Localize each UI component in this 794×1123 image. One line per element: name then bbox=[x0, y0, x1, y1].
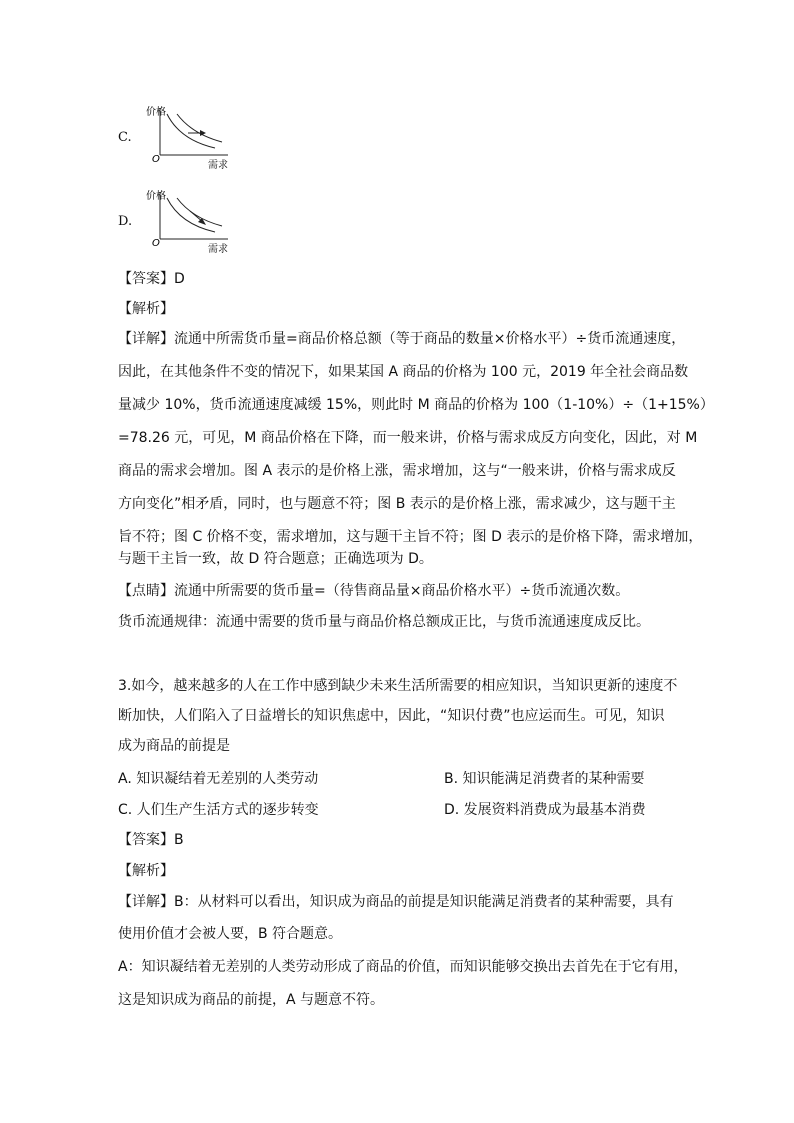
x-axis-label: 需求 bbox=[208, 160, 228, 171]
q2-detail-line-4: =78.26 元，可见，M 商品价格在下降，而一般来讲，价格与需求成反方向变化，因此，对 M bbox=[118, 430, 698, 446]
q2-detail-line-8: 与题干主旨一致，故 D 符合题意；正确选项为 D。 bbox=[118, 551, 433, 567]
q2-tip: 【点睛】流通中所需要的货币量=（待售商品量×商品价格水平）÷货币流通次数。 bbox=[118, 583, 630, 599]
figure-d-demand-chart bbox=[140, 184, 250, 256]
q3-stem-line-1: 3.如今，越来越多的人在工作中感到缺少未来生活所需要的相应知识，当知识更新的速度不 bbox=[118, 678, 678, 694]
curve-2 bbox=[177, 114, 222, 142]
q3-option-b: B. 知识能满足消费者的某种需要 bbox=[444, 771, 645, 787]
q3-stem-line-3: 成为商品的前提是 bbox=[118, 738, 230, 754]
x-axis-label: 需求 bbox=[208, 244, 228, 255]
curve-1 bbox=[167, 114, 215, 148]
y-axis-label: 价格 bbox=[146, 191, 166, 202]
figure-c-label: C. bbox=[118, 130, 132, 145]
q3-option-a: A. 知识凝结着无差别的人类劳动 bbox=[118, 771, 319, 787]
q3-analysis-heading: 【解析】 bbox=[118, 863, 174, 879]
q2-answer: 【答案】D bbox=[118, 271, 185, 287]
q2-detail-line-6: 方向变化”相矛盾，同时，也与题意不符；图 B 表示的是价格上涨，需求减少，这与题干主 bbox=[118, 496, 676, 512]
figure-d-label: D. bbox=[118, 214, 133, 229]
y-axis-label: 价格 bbox=[146, 107, 166, 118]
q2-detail-line-7: 旨不符；图 C 价格不变，需求增加，这与题干主旨不符；图 D 表示的是价格下降，需求增加， bbox=[118, 529, 703, 545]
q3-detail-line-1: 【详解】B：从材料可以看出，知识成为商品的前提是知识能满足消费者的某种需要，具有 bbox=[118, 894, 674, 910]
q3-option-c: C. 人们生产生活方式的逐步转变 bbox=[118, 802, 319, 818]
q3-detail-line-2: 使用价值才会被人要，B 符合题意。 bbox=[118, 926, 343, 942]
q2-rule: 货币流通规律：流通中需要的货币量与商品价格总额成正比，与货币流通速度成反比。 bbox=[118, 614, 650, 630]
origin-label: O bbox=[152, 238, 160, 249]
curve-1 bbox=[167, 198, 215, 232]
q2-analysis-heading: 【解析】 bbox=[118, 301, 174, 317]
q3-detail-line-4: 这是知识成为商品的前提，A 与题意不符。 bbox=[118, 992, 385, 1008]
origin-label: O bbox=[152, 154, 160, 165]
q3-detail-line-3: A：知识凝结着无差别的人类劳动形成了商品的价值，而知识能够交换出去首先在于它有用， bbox=[118, 959, 688, 975]
q2-detail-line-5: 商品的需求会增加。图 A 表示的是价格上涨，需求增加，这与“一般来讲，价格与需求成反 bbox=[118, 463, 676, 479]
q3-option-d: D. 发展资料消费成为最基本消费 bbox=[444, 802, 646, 818]
q2-detail-line-2: 因此，在其他条件不变的情况下，如果某国 A 商品的价格为 100 元，2019 年全社会商品数 bbox=[118, 364, 689, 380]
q3-answer: 【答案】B bbox=[118, 832, 184, 848]
q2-detail-line-1: 【详解】流通中所需货币量=商品价格总额（等于商品的数量×价格水平）÷货币流通速度， bbox=[118, 331, 686, 347]
q2-detail-line-3: 量减少 10%，货币流通速度减缓 15%，则此时 M 商品的价格为 100（1-10%）÷（1+15%） bbox=[118, 397, 714, 413]
q3-stem-line-2: 断加快，人们陷入了日益增长的知识焦虑中，因此，“知识付费”也应运而生。可见，知识 bbox=[118, 708, 665, 724]
figure-c-demand-chart bbox=[140, 100, 250, 172]
